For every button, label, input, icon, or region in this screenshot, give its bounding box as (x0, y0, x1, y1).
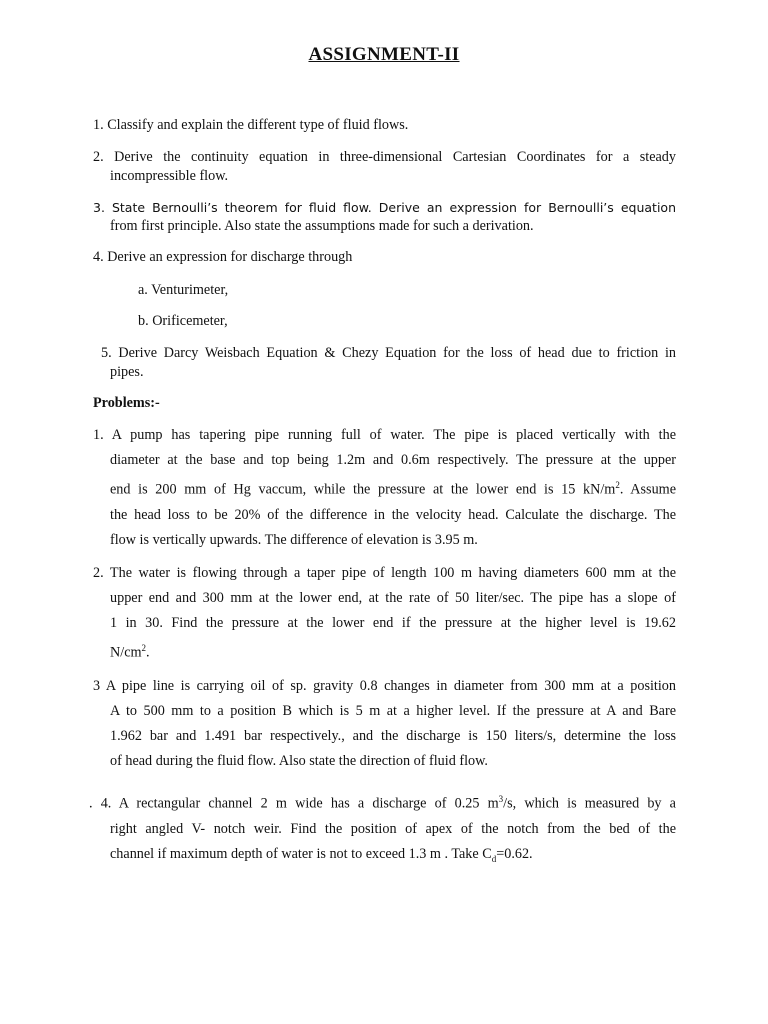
problem-4-line-3-text: channel if maximum depth of water is not to exceed 1.3 m . Take C (110, 845, 492, 862)
question-3-line-1: 3. State Bernoulli’s theorem for fluid flow. Derive an expression for Bernoulli’s equation (93, 200, 676, 215)
question-4 (93, 249, 676, 266)
problem-1-line-4: the head loss to be 20% of the difference in the velocity head. Calculate the discharge. The (110, 506, 676, 523)
question-2 (93, 148, 676, 186)
question-5-line-2: pipes. (110, 364, 144, 380)
problem-3-line-3: 1.962 bar and 1.491 bar respectively., and the discharge is 150 liters/s, determine the loss (110, 728, 676, 744)
question-4a: a. Venturimeter, (138, 282, 229, 298)
question-2-line-1: 2. Derive the continuity equation in three-dimensional Cartesian Coordinates for a steady (93, 149, 676, 165)
problem-4-line-3 (89, 842, 676, 872)
problem-4-line-1-end: /s, which is measured by a (503, 795, 676, 812)
problem-4-line-1-text: . 4. A rectangular channel 2 m wide has a discharge of 0.25 m (89, 795, 499, 812)
subscript-d: d (491, 853, 497, 864)
problem-1-line-3 (93, 473, 676, 503)
question-3 (93, 198, 676, 236)
problem-1-line-2: diameter at the base and top being 1.2m and 0.6m respectively. The pressure at the upper (110, 452, 676, 468)
problem-2-line-3: 1 in 30. Find the pressure at the lower end if the pressure at the higher level is 19.62 (110, 615, 676, 631)
problem-4 (89, 787, 676, 872)
problem-3-line-1: 3 A pipe line is carrying oil of sp. gravity 0.8 changes in diameter from 300 mm at a position (93, 678, 676, 694)
question-1-text: 1. Classify and explain the different type of fluid flows. (93, 117, 409, 133)
problem-2 (93, 561, 676, 666)
question-3-line-2: from first principle. Also state the assumptions made for such a derivation. (110, 218, 534, 234)
question-4b: b. Orificemeter, (138, 313, 228, 329)
problem-2-line-4-end: . (146, 644, 150, 661)
problem-3-line-2: A to 500 mm to a position B which is 5 m at a higher level. If the pressure at A and Bare (110, 703, 676, 719)
problem-1-line-5: flow is vertically upwards. The difference of elevation is 3.95 m. (110, 531, 478, 548)
page-title: ASSIGNMENT-II (308, 44, 460, 65)
superscript-3: 3 (498, 794, 504, 804)
problem-4-line-3-end: =0.62. (496, 845, 533, 862)
problem-2-line-4-text: N/cm (110, 644, 142, 661)
superscript-2: 2 (615, 480, 620, 490)
problem-3 (93, 674, 676, 774)
problem-2-line-2: upper end and 300 mm at the lower end, at the rate of 50 liter/sec. The pipe has a slope of (110, 590, 676, 606)
question-4-text: 4. Derive an expression for discharge through (93, 249, 353, 265)
question-1 (93, 117, 676, 134)
problems-heading: Problems:- (93, 395, 160, 411)
problem-1-line-1: 1. A pump has tapering pipe running full of water. The pipe is placed vertically with the (93, 427, 676, 443)
problem-1 (93, 423, 676, 553)
superscript-2: 2 (141, 643, 147, 653)
problem-4-line-1 (89, 787, 676, 817)
problem-4-line-2: right angled V- notch weir. Find the position of apex of the notch from the bed of the (110, 820, 676, 837)
problem-1-line-3-text: end is 200 mm of Hg vaccum, while the pressure at the lower end is 15 kN/m (110, 481, 616, 498)
problem-2-line-4 (93, 636, 676, 666)
question-2-line-2: incompressible flow. (110, 168, 229, 184)
problem-2-line-1: 2. The water is flowing through a taper pipe of length 100 m having diameters 600 mm at the (93, 565, 676, 581)
question-5-line-1: 5. Derive Darcy Weisbach Equation & Chezy Equation for the loss of head due to friction in (101, 345, 676, 361)
problem-1-line-3-end: . Assume (619, 481, 676, 498)
problem-3-line-4: of head during the fluid flow. Also state the direction of fluid flow. (110, 753, 488, 769)
question-5 (101, 344, 676, 382)
